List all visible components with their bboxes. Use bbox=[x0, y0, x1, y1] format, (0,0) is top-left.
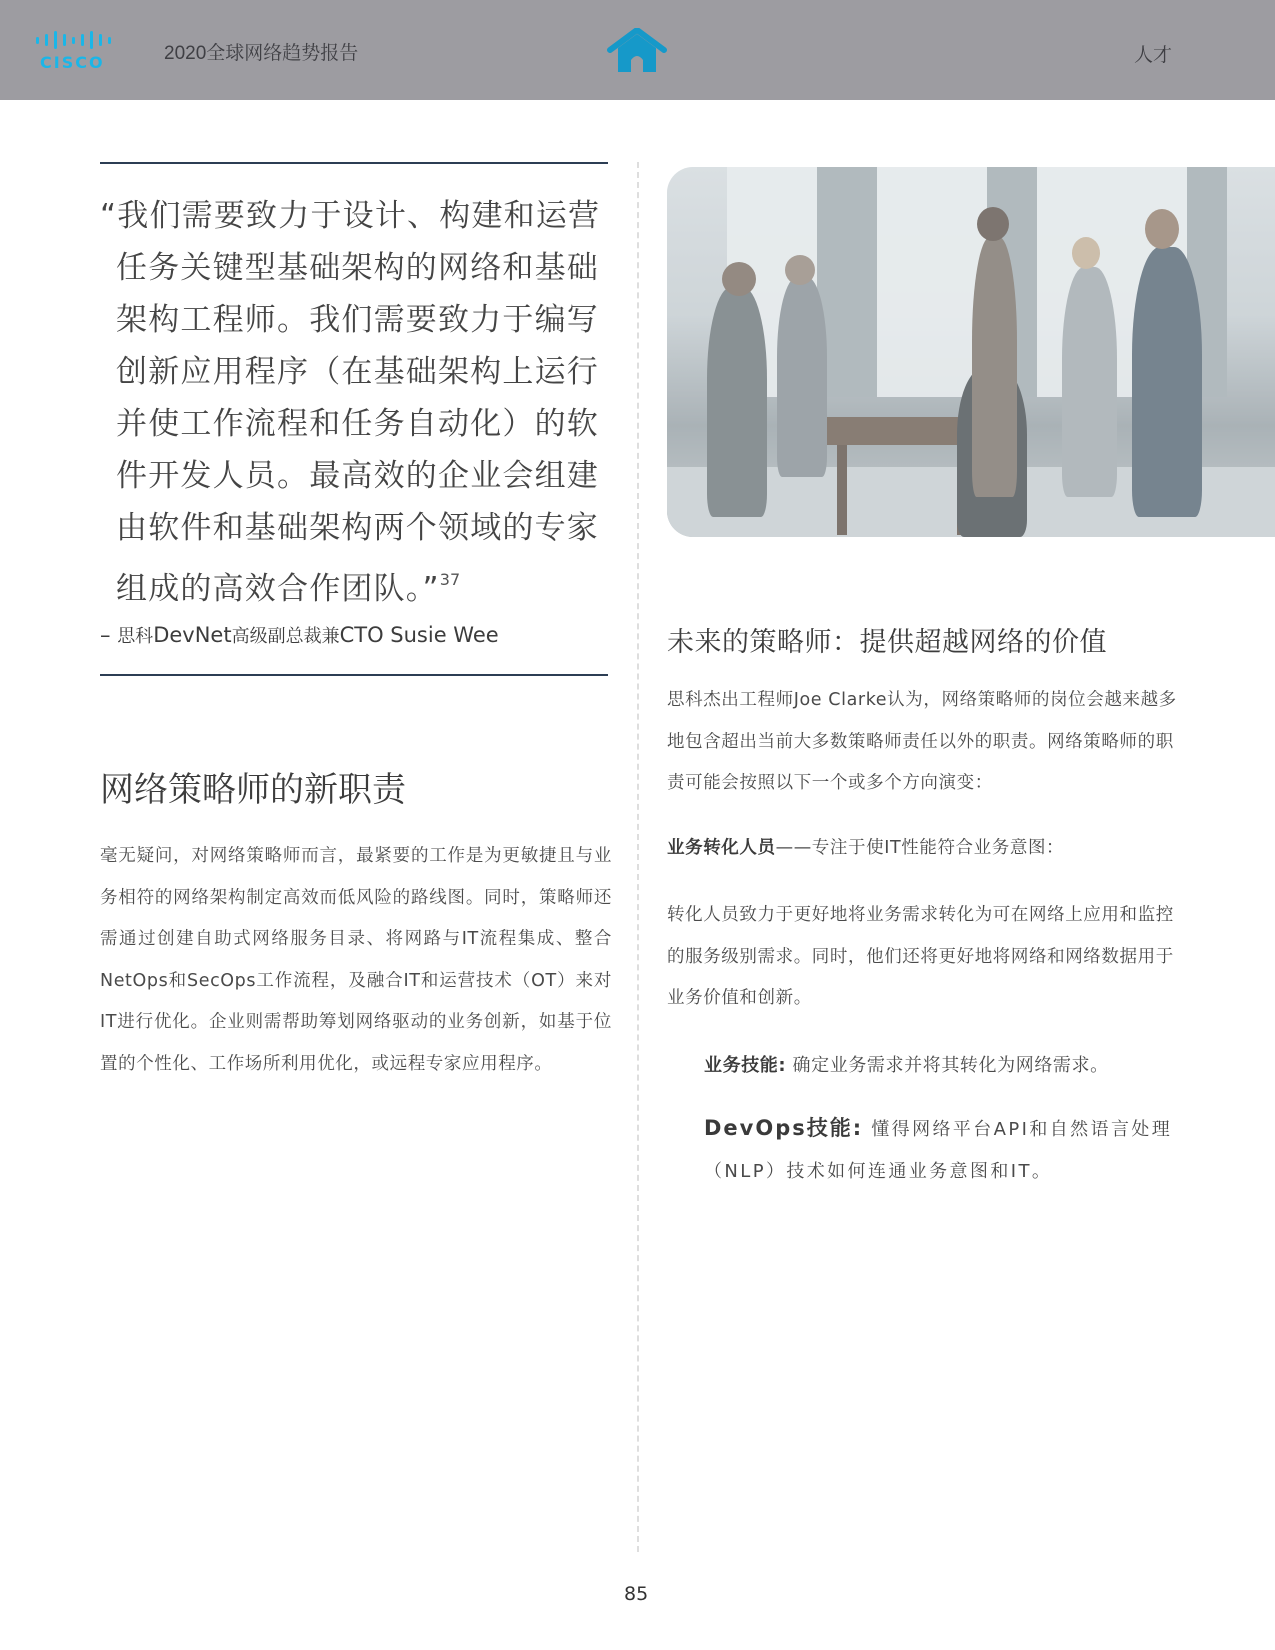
report-title: 2020全球网络趋势报告 bbox=[164, 43, 359, 64]
skill-label: 业务技能: bbox=[704, 1055, 787, 1076]
section-heading-future-strategist: 未来的策略师：提供超越网络的价值 bbox=[667, 627, 1107, 658]
cisco-logo-bars-icon bbox=[36, 30, 118, 50]
quote-top-rule bbox=[100, 162, 608, 164]
cisco-logo-text: CISCO bbox=[40, 53, 105, 72]
skill-item-business bbox=[704, 1045, 1176, 1087]
pull-quote bbox=[100, 190, 612, 615]
section-heading-new-duties: 网络策略师的新职责 bbox=[100, 770, 406, 810]
body-paragraph-new-duties: 毫无疑问，对网络策略师而言，最紧要的工作是为更敏捷且与业务相符的网络架构制定高效而低风险的路线图。同时，策略师还需通过创建自助式网络服务目录、将网路与IT流程集成、整合NetOps和SecOps工作流程，及融合IT和运营技术（OT）来对IT进行优化。企业则需帮助筹划网络驱动的业务创新，如基于位置的个性化、工作场所利用优化，或远程专家应用程序。 bbox=[100, 846, 612, 1074]
page-number: 85 bbox=[624, 1583, 649, 1605]
skill-text: 懂得网络平台API和自然语言处理（NLP）技术如何连通业务意图和IT。 bbox=[704, 1119, 1173, 1182]
home-icon[interactable] bbox=[606, 28, 668, 74]
cisco-logo bbox=[36, 30, 118, 72]
role-description: ——专注于使IT性能符合业务意图： bbox=[775, 838, 1065, 858]
quote-bottom-rule bbox=[100, 674, 608, 676]
office-team-photo bbox=[667, 167, 1275, 537]
role-title: 业务转化人员 bbox=[667, 838, 776, 858]
section-label: 人才 bbox=[1134, 44, 1173, 66]
footnote-ref[interactable]: 37 bbox=[439, 570, 461, 589]
column-divider bbox=[637, 162, 639, 1552]
skill-item-devops bbox=[704, 1108, 1176, 1192]
skill-label: DevOps技能: bbox=[704, 1116, 864, 1140]
skill-text: 确定业务需求并将其转化为网络需求。 bbox=[786, 1055, 1109, 1076]
role-line bbox=[667, 828, 1177, 870]
quote-attribution: – 思科DevNet高级副总裁兼CTO Susie Wee bbox=[100, 623, 499, 647]
role-body-paragraph: 转化人员致力于更好地将业务需求转化为可在网络上应用和监控的服务级别需求。同时，他们还将更好地将网络和网络数据用于业务价值和创新。 bbox=[667, 905, 1174, 1008]
page-header bbox=[0, 0, 1275, 100]
intro-paragraph: 思科杰出工程师Joe Clarke认为，网络策略师的岗位会越来越多地包含超出当前大多数策略师责任以外的职责。网络策略师的职责可能会按照以下一个或多个方向演变： bbox=[667, 690, 1177, 793]
quote-text: “我们需要致力于设计、构建和运营任务关键型基础架构的网络和基础架构工程师。我们需要致力于编写创新应用程序（在基础架构上运行并使工作流程和任务自动化）的软件开发人员。最高效的企业会组建由软件和基础架构两个领域的专家组成的高效合作团队。” bbox=[100, 198, 601, 607]
